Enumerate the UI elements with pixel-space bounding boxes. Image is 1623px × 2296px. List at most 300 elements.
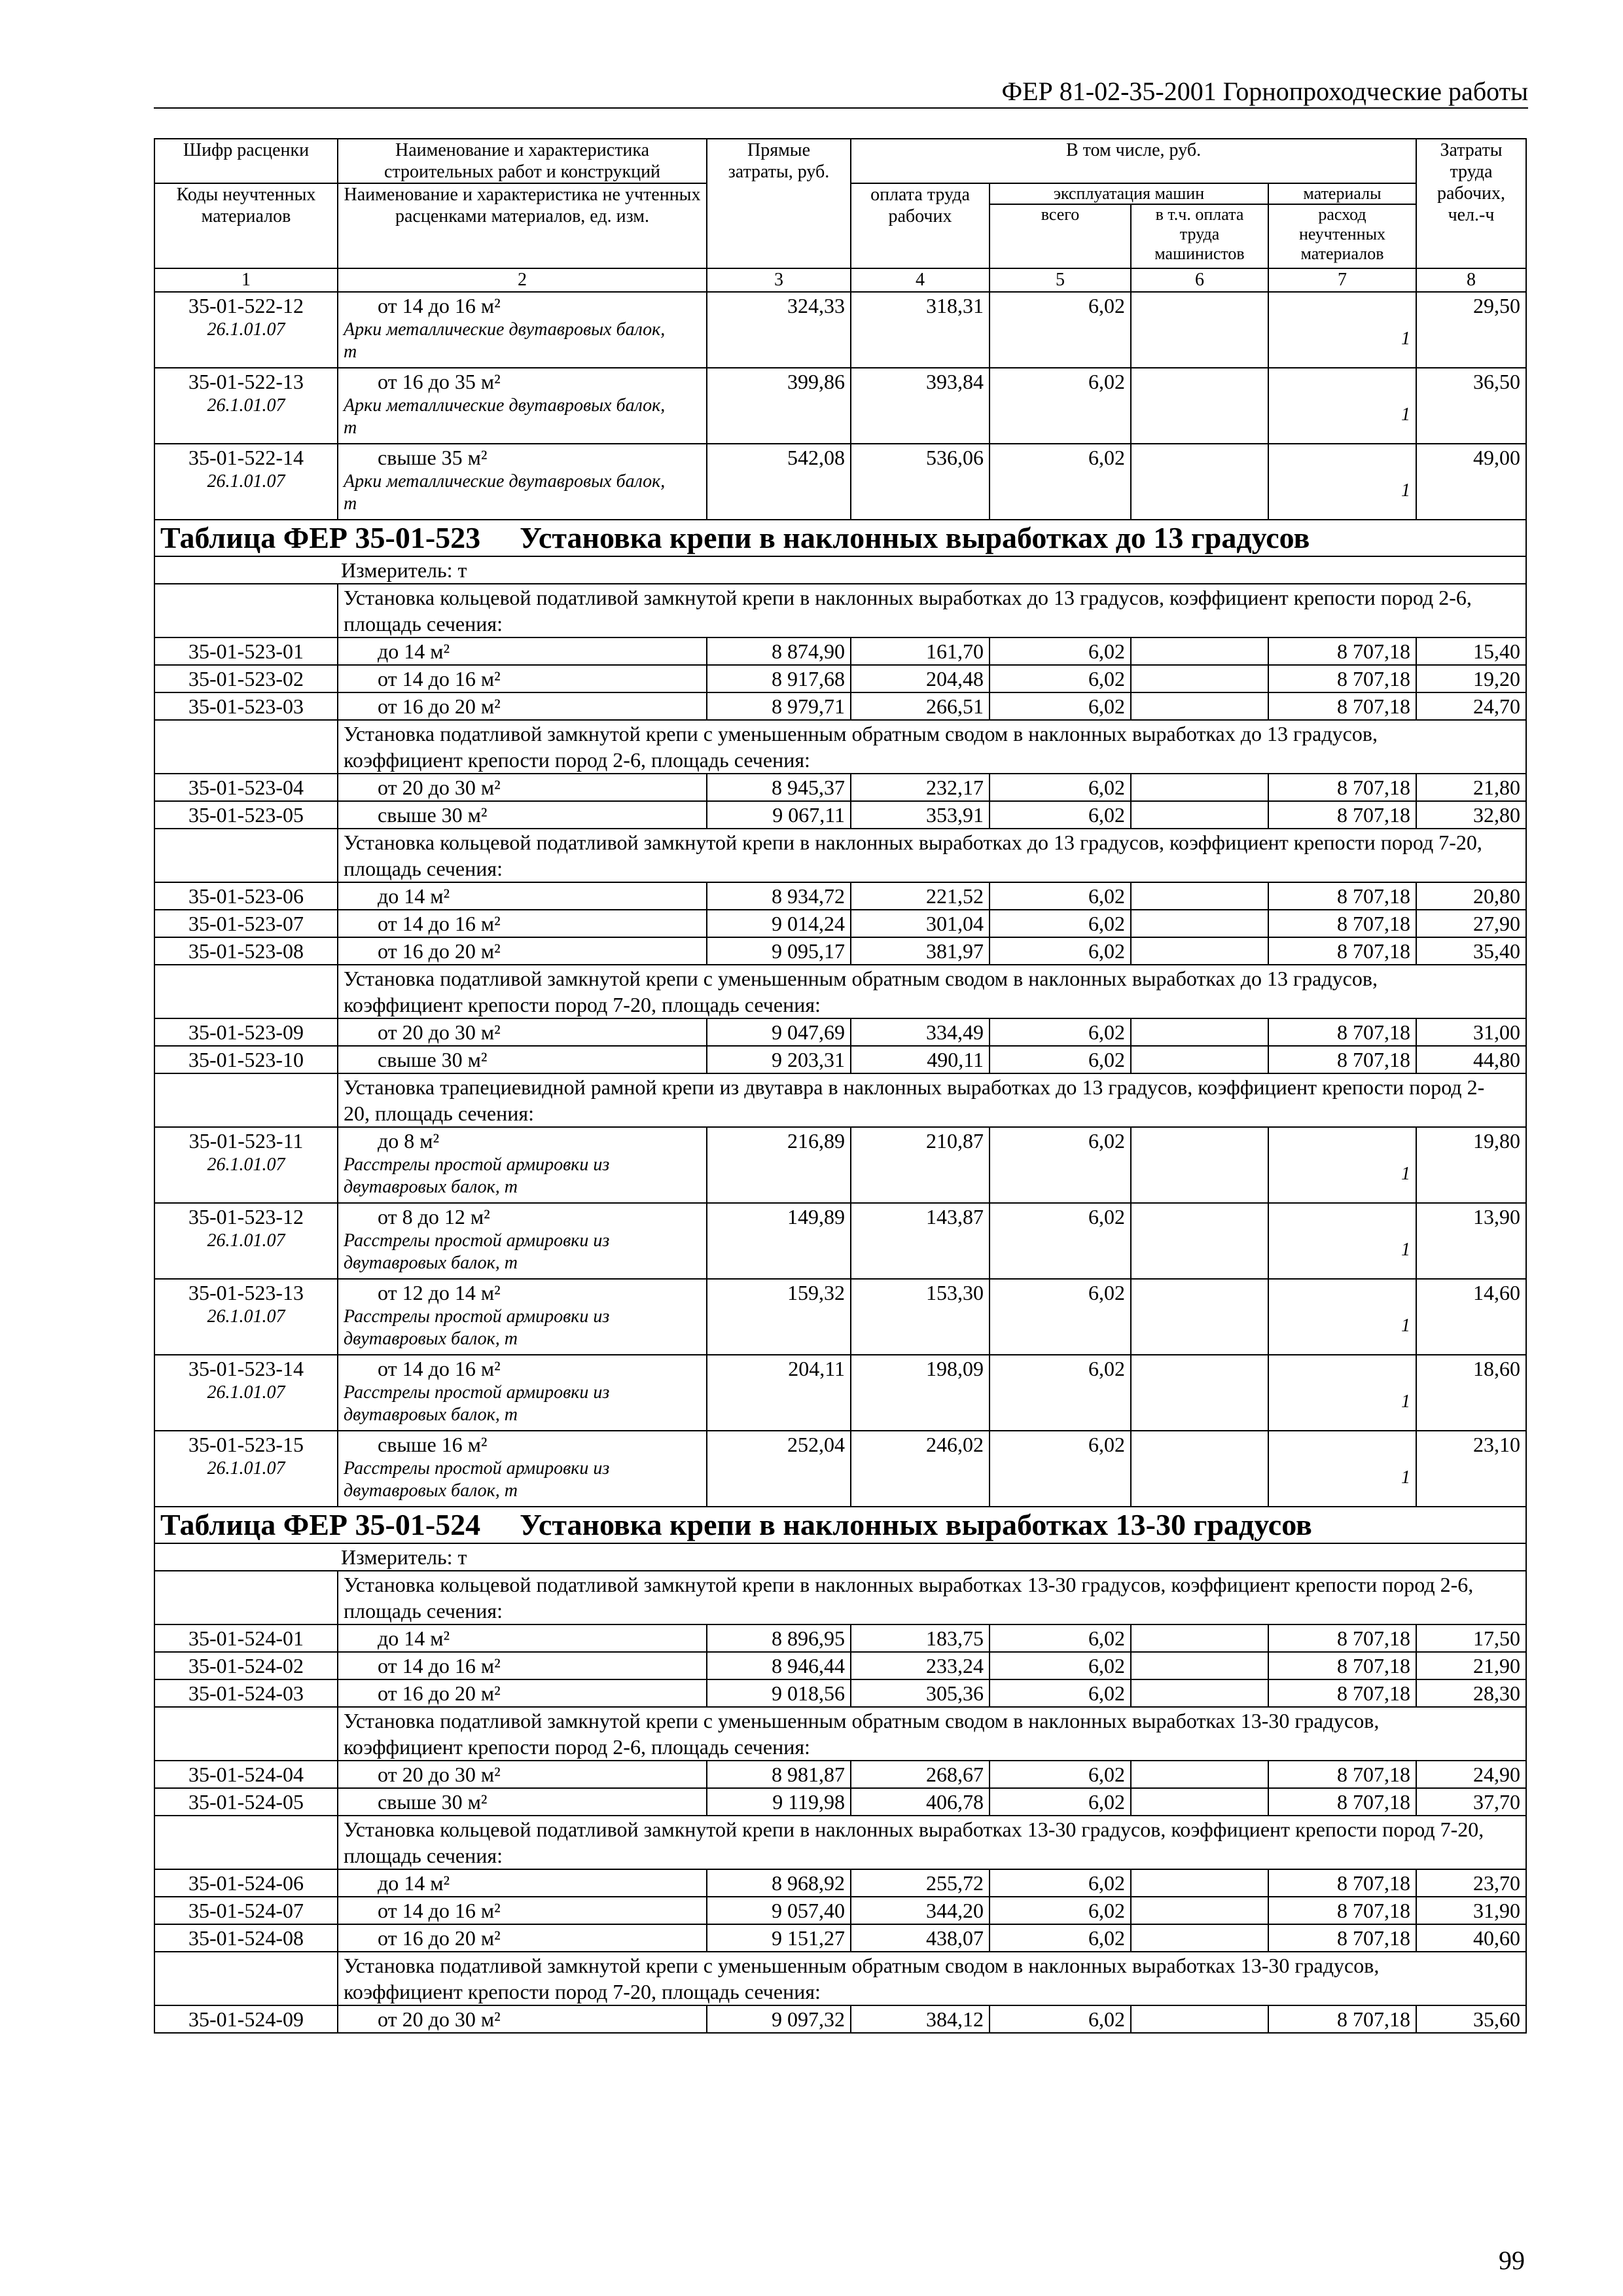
rate-code-cell	[154, 1355, 338, 1431]
material-cost: 8 707,18	[1268, 1679, 1416, 1707]
table-row	[154, 1018, 1526, 1046]
direct-cost: 9 151,27	[707, 1924, 851, 1952]
material-name: Арки металлические двутавровых балок, т	[344, 319, 666, 362]
rate-code: 35-01-523-11	[188, 1129, 304, 1153]
machinist-pay	[1131, 368, 1268, 444]
measure-unit: Измеритель: т	[154, 556, 1526, 584]
material-name: Арки металлические двутавровых балок, т	[344, 395, 666, 438]
group-description-row	[154, 1073, 1526, 1127]
group-description: Установка податливой замкнутой крепи с уменьшенным обратным сводом в наклонных выработках до 13 градусов, коэффициент крепости пород 7-20, площадь сечения:	[338, 965, 1526, 1018]
material-code: 26.1.01.07	[207, 1382, 285, 1403]
labor-pay: 143,87	[851, 1203, 990, 1279]
col-machines: эксплуатация машин	[990, 183, 1268, 204]
rate-code: 35-01-523-14	[188, 1357, 304, 1380]
table-row	[154, 1652, 1526, 1679]
material-code: 26.1.01.07	[207, 1458, 285, 1479]
header-row-1	[154, 139, 1526, 183]
labor-hours: 21,90	[1416, 1652, 1526, 1679]
machine-cost: 6,02	[990, 1897, 1131, 1924]
work-name-cell	[338, 444, 707, 520]
labor-pay: 204,48	[851, 665, 990, 692]
labor-pay: 384,12	[851, 2005, 990, 2033]
direct-cost: 8 917,68	[707, 665, 851, 692]
rate-code: 35-01-524-02	[154, 1652, 338, 1679]
group-description-row	[154, 1816, 1526, 1869]
material-qty: 1	[1401, 404, 1411, 425]
work-name: от 14 до 16 м²	[338, 1652, 707, 1679]
col-mach-total: всего	[990, 204, 1131, 268]
table-row	[154, 1761, 1526, 1788]
group-description-row	[154, 1571, 1526, 1624]
machinist-pay	[1131, 1127, 1268, 1203]
direct-cost: 252,04	[707, 1431, 851, 1507]
rate-code: 35-01-523-05	[154, 801, 338, 829]
rate-code: 35-01-523-10	[154, 1046, 338, 1073]
material-cost: 8 707,18	[1268, 801, 1416, 829]
material-cost: 8 707,18	[1268, 1652, 1416, 1679]
rate-code: 35-01-524-03	[154, 1679, 338, 1707]
table-row	[154, 1897, 1526, 1924]
machinist-pay	[1131, 1279, 1268, 1355]
rate-code-cell	[154, 1203, 338, 1279]
machinist-pay	[1131, 937, 1268, 965]
group-description: Установка кольцевой податливой замкнутой крепи в наклонных выработках до 13 градусов, коэффициент крепости пород 7-20, площадь сечения:	[338, 829, 1526, 882]
material-name: Расстрелы простой армировки из двутавровых балок, т	[344, 1155, 610, 1197]
col-name-top: Наименование и характеристика строительных работ и конструкций	[338, 139, 707, 183]
material-qty: 1	[1401, 1316, 1411, 1336]
labor-hours: 20,80	[1416, 882, 1526, 910]
col-name-bottom: Наименование и характеристика не учтенных расценками материалов, ед. изм.	[338, 183, 707, 268]
material-cost: 8 707,18	[1268, 1788, 1416, 1816]
labor-hours: 36,50	[1416, 368, 1526, 444]
group-description-row	[154, 965, 1526, 1018]
machine-cost: 6,02	[990, 1355, 1131, 1431]
col-num: 2	[338, 268, 707, 292]
rate-code: 35-01-524-01	[154, 1624, 338, 1652]
material-qty-cell	[1268, 1431, 1416, 1507]
direct-cost: 8 874,90	[707, 637, 851, 665]
labor-hours: 49,00	[1416, 444, 1526, 520]
work-name: от 16 до 20 м²	[338, 1924, 707, 1952]
material-qty: 1	[1401, 1164, 1411, 1184]
col-num: 7	[1268, 268, 1416, 292]
labor-hours: 28,30	[1416, 1679, 1526, 1707]
table-row	[154, 937, 1526, 965]
labor-hours: 23,10	[1416, 1431, 1526, 1507]
col-num: 3	[707, 268, 851, 292]
table-number: Таблица ФЕР 35-01-523	[160, 521, 481, 554]
machine-cost: 6,02	[990, 665, 1131, 692]
table-row	[154, 910, 1526, 937]
machinist-pay	[1131, 1431, 1268, 1507]
labor-hours: 37,70	[1416, 1788, 1526, 1816]
machine-cost: 6,02	[990, 1869, 1131, 1897]
rate-code-cell	[154, 368, 338, 444]
labor-hours: 35,40	[1416, 937, 1526, 965]
material-cost: 8 707,18	[1268, 774, 1416, 801]
table-row	[154, 368, 1526, 444]
material-code: 26.1.01.07	[207, 1155, 285, 1175]
rate-code: 35-01-522-13	[188, 370, 304, 393]
col-mat-consumption: расход неучтенных материалов	[1268, 204, 1416, 268]
material-cost: 8 707,18	[1268, 692, 1416, 720]
material-qty: 1	[1401, 1240, 1411, 1260]
group-description-row	[154, 1952, 1526, 2005]
work-name: от 20 до 30 м²	[338, 1018, 707, 1046]
material-cost: 8 707,18	[1268, 1046, 1416, 1073]
machinist-pay	[1131, 1924, 1268, 1952]
labor-pay: 183,75	[851, 1624, 990, 1652]
work-name-cell	[338, 1431, 707, 1507]
work-name: до 14 м²	[338, 1624, 707, 1652]
machine-cost: 6,02	[990, 292, 1131, 368]
document-title: ФЕР 81-02-35-2001 Горнопроходческие работы	[1001, 77, 1528, 106]
material-code: 26.1.01.07	[207, 319, 285, 340]
col-num: 6	[1131, 268, 1268, 292]
work-name: от 8 до 12 м²	[378, 1205, 490, 1229]
labor-hours: 14,60	[1416, 1279, 1526, 1355]
machinist-pay	[1131, 882, 1268, 910]
rate-code: 35-01-524-05	[154, 1788, 338, 1816]
table-row	[154, 1203, 1526, 1279]
rate-code: 35-01-523-02	[154, 665, 338, 692]
direct-cost: 9 057,40	[707, 1897, 851, 1924]
rate-code: 35-01-523-12	[188, 1205, 304, 1229]
direct-cost: 8 968,92	[707, 1869, 851, 1897]
material-cost: 8 707,18	[1268, 1761, 1416, 1788]
labor-hours: 40,60	[1416, 1924, 1526, 1952]
table-row	[154, 292, 1526, 368]
group-code-blank	[154, 1571, 338, 1624]
machine-cost: 6,02	[990, 801, 1131, 829]
labor-pay: 232,17	[851, 774, 990, 801]
group-code-blank	[154, 1707, 338, 1761]
machinist-pay	[1131, 910, 1268, 937]
col-num: 1	[154, 268, 338, 292]
rate-code: 35-01-524-06	[154, 1869, 338, 1897]
group-description-row	[154, 584, 1526, 637]
page-header	[154, 73, 1528, 109]
material-cost: 8 707,18	[1268, 2005, 1416, 2033]
table-row	[154, 2005, 1526, 2033]
rate-code: 35-01-523-13	[188, 1281, 304, 1304]
direct-cost: 9 095,17	[707, 937, 851, 965]
labor-hours: 18,60	[1416, 1355, 1526, 1431]
machinist-pay	[1131, 2005, 1268, 2033]
table-row	[154, 637, 1526, 665]
group-code-blank	[154, 1073, 338, 1127]
work-name-cell	[338, 1203, 707, 1279]
rate-code: 35-01-523-15	[188, 1433, 304, 1456]
machine-cost: 6,02	[990, 882, 1131, 910]
table-row	[154, 774, 1526, 801]
machine-cost: 6,02	[990, 1431, 1131, 1507]
material-code: 26.1.01.07	[207, 395, 285, 416]
labor-pay: 305,36	[851, 1679, 990, 1707]
machine-cost: 6,02	[990, 1788, 1131, 1816]
direct-cost: 216,89	[707, 1127, 851, 1203]
labor-pay: 536,06	[851, 444, 990, 520]
machine-cost: 6,02	[990, 774, 1131, 801]
labor-hours: 19,20	[1416, 665, 1526, 692]
direct-cost: 9 047,69	[707, 1018, 851, 1046]
machine-cost: 6,02	[990, 2005, 1131, 2033]
machine-cost: 6,02	[990, 444, 1131, 520]
machinist-pay	[1131, 1761, 1268, 1788]
material-qty: 1	[1401, 1467, 1411, 1488]
material-cost: 8 707,18	[1268, 1924, 1416, 1952]
machinist-pay	[1131, 1018, 1268, 1046]
machine-cost: 6,02	[990, 1046, 1131, 1073]
rate-code-cell	[154, 1279, 338, 1355]
labor-pay: 438,07	[851, 1924, 990, 1952]
labor-pay: 210,87	[851, 1127, 990, 1203]
work-name: от 14 до 16 м²	[338, 910, 707, 937]
machine-cost: 6,02	[990, 1018, 1131, 1046]
table-row	[154, 1355, 1526, 1431]
col-num: 4	[851, 268, 990, 292]
material-cost: 8 707,18	[1268, 882, 1416, 910]
table-title	[154, 1507, 1526, 1543]
machinist-pay	[1131, 1046, 1268, 1073]
direct-cost: 399,86	[707, 368, 851, 444]
material-code: 26.1.01.07	[207, 471, 285, 492]
measure-unit: Измеритель: т	[154, 1543, 1526, 1571]
work-name: свыше 35 м²	[378, 446, 488, 469]
machine-cost: 6,02	[990, 368, 1131, 444]
machine-cost: 6,02	[990, 692, 1131, 720]
work-name: от 14 до 16 м²	[378, 294, 501, 317]
machine-cost: 6,02	[990, 1679, 1131, 1707]
rate-code: 35-01-523-01	[154, 637, 338, 665]
direct-cost: 8 934,72	[707, 882, 851, 910]
material-qty-cell	[1268, 1355, 1416, 1431]
column-numbers-row	[154, 268, 1526, 292]
group-description-row	[154, 1707, 1526, 1761]
labor-hours: 31,90	[1416, 1897, 1526, 1924]
material-code: 26.1.01.07	[207, 1306, 285, 1327]
work-name-cell	[338, 1355, 707, 1431]
machine-cost: 6,02	[990, 637, 1131, 665]
machine-cost: 6,02	[990, 1279, 1131, 1355]
labor-pay: 246,02	[851, 1431, 990, 1507]
col-num: 8	[1416, 268, 1526, 292]
labor-hours: 19,80	[1416, 1127, 1526, 1203]
machine-cost: 6,02	[990, 1924, 1131, 1952]
group-description-row	[154, 720, 1526, 774]
labor-pay: 198,09	[851, 1355, 990, 1431]
group-description: Установка трапециевидной рамной крепи из двутавра в наклонных выработках до 13 градусов, коэффициент крепости пород 2-20, площадь сечения:	[338, 1073, 1526, 1127]
work-name-cell	[338, 292, 707, 368]
rate-code: 35-01-523-06	[154, 882, 338, 910]
material-name: Арки металлические двутавровых балок, т	[344, 471, 666, 514]
col-direct: Прямые затраты, руб.	[707, 139, 851, 268]
table-row	[154, 1924, 1526, 1952]
rate-code: 35-01-523-03	[154, 692, 338, 720]
labor-pay: 161,70	[851, 637, 990, 665]
group-description: Установка кольцевой податливой замкнутой крепи в наклонных выработках 13-30 градусов, коэффициент крепости пород 7-20, площадь сечения:	[338, 1816, 1526, 1869]
machine-cost: 6,02	[990, 1127, 1131, 1203]
rate-code: 35-01-523-04	[154, 774, 338, 801]
labor-pay: 318,31	[851, 292, 990, 368]
table-row	[154, 444, 1526, 520]
machine-cost: 6,02	[990, 1624, 1131, 1652]
machinist-pay	[1131, 665, 1268, 692]
col-code-bottom: Коды неучтенных материалов	[154, 183, 338, 268]
rate-code: 35-01-524-09	[154, 2005, 338, 2033]
table-row	[154, 882, 1526, 910]
table-row	[154, 1788, 1526, 1816]
material-cost: 8 707,18	[1268, 1018, 1416, 1046]
labor-pay: 233,24	[851, 1652, 990, 1679]
group-code-blank	[154, 720, 338, 774]
material-qty-cell	[1268, 292, 1416, 368]
labor-pay: 255,72	[851, 1869, 990, 1897]
work-name: от 12 до 14 м²	[378, 1281, 501, 1304]
rate-code-cell	[154, 444, 338, 520]
work-name: от 14 до 16 м²	[338, 1897, 707, 1924]
direct-cost: 9 018,56	[707, 1679, 851, 1707]
labor-hours: 21,80	[1416, 774, 1526, 801]
work-name: свыше 30 м²	[338, 1788, 707, 1816]
group-code-blank	[154, 965, 338, 1018]
material-qty-cell	[1268, 444, 1416, 520]
direct-cost: 542,08	[707, 444, 851, 520]
machinist-pay	[1131, 1203, 1268, 1279]
rate-code: 35-01-523-09	[154, 1018, 338, 1046]
machinist-pay	[1131, 637, 1268, 665]
col-labor-cost: Затраты труда рабочих, чел.-ч	[1416, 139, 1526, 268]
rate-code-cell	[154, 292, 338, 368]
machinist-pay	[1131, 1869, 1268, 1897]
direct-cost: 8 946,44	[707, 1652, 851, 1679]
machinist-pay	[1131, 1652, 1268, 1679]
material-qty: 1	[1401, 329, 1411, 349]
work-name: от 16 до 20 м²	[338, 1679, 707, 1707]
labor-pay: 393,84	[851, 368, 990, 444]
table-row	[154, 1127, 1526, 1203]
labor-hours: 13,90	[1416, 1203, 1526, 1279]
labor-hours: 24,70	[1416, 692, 1526, 720]
material-cost: 8 707,18	[1268, 665, 1416, 692]
rate-code: 35-01-524-08	[154, 1924, 338, 1952]
direct-cost: 8 981,87	[707, 1761, 851, 1788]
group-code-blank	[154, 1816, 338, 1869]
labor-hours: 35,60	[1416, 2005, 1526, 2033]
work-name-cell	[338, 368, 707, 444]
measure-row	[154, 1543, 1526, 1571]
table-row	[154, 801, 1526, 829]
labor-pay: 334,49	[851, 1018, 990, 1046]
machinist-pay	[1131, 1897, 1268, 1924]
machinist-pay	[1131, 1788, 1268, 1816]
group-description: Установка кольцевой податливой замкнутой крепи в наклонных выработках до 13 градусов, коэффициент крепости пород 2-6, площадь сечения:	[338, 584, 1526, 637]
work-name: до 14 м²	[338, 882, 707, 910]
group-description: Установка кольцевой податливой замкнутой крепи в наклонных выработках 13-30 градусов, коэффициент крепости пород 2-6, площадь сечения:	[338, 1571, 1526, 1624]
work-name: свыше 16 м²	[378, 1433, 488, 1456]
machinist-pay	[1131, 692, 1268, 720]
col-materials: материалы	[1268, 183, 1416, 204]
work-name: свыше 30 м²	[338, 801, 707, 829]
direct-cost: 9 014,24	[707, 910, 851, 937]
work-name: до 14 м²	[338, 1869, 707, 1897]
machine-cost: 6,02	[990, 1652, 1131, 1679]
table-row	[154, 1624, 1526, 1652]
material-cost: 8 707,18	[1268, 910, 1416, 937]
material-qty-cell	[1268, 1127, 1416, 1203]
work-name: от 14 до 16 м²	[378, 1357, 501, 1380]
material-code: 26.1.01.07	[207, 1230, 285, 1251]
group-description-row	[154, 829, 1526, 882]
rate-code-cell	[154, 1127, 338, 1203]
table-row	[154, 1279, 1526, 1355]
table-number: Таблица ФЕР 35-01-524	[160, 1508, 481, 1541]
table-subtitle: Установка крепи в наклонных выработках до 13 градусов	[520, 521, 1310, 554]
machine-cost: 6,02	[990, 937, 1131, 965]
direct-cost: 9 097,32	[707, 2005, 851, 2033]
material-cost: 8 707,18	[1268, 637, 1416, 665]
labor-hours: 44,80	[1416, 1046, 1526, 1073]
col-labor-pay: оплата труда рабочих	[851, 183, 990, 268]
col-mach-labor: в т.ч. оплата труда машинистов	[1131, 204, 1268, 268]
machinist-pay	[1131, 1679, 1268, 1707]
labor-hours: 32,80	[1416, 801, 1526, 829]
rate-code: 35-01-523-07	[154, 910, 338, 937]
col-num: 5	[990, 268, 1131, 292]
table-row	[154, 1679, 1526, 1707]
labor-pay: 353,91	[851, 801, 990, 829]
labor-pay: 153,30	[851, 1279, 990, 1355]
machinist-pay	[1131, 444, 1268, 520]
group-description: Установка податливой замкнутой крепи с уменьшенным обратным сводом в наклонных выработках до 13 градусов, коэффициент крепости пород 2-6, площадь сечения:	[338, 720, 1526, 774]
work-name: до 14 м²	[338, 637, 707, 665]
labor-pay: 344,20	[851, 1897, 990, 1924]
material-name: Расстрелы простой армировки из двутавровых балок, т	[344, 1306, 610, 1349]
material-qty-cell	[1268, 1279, 1416, 1355]
table-row	[154, 1046, 1526, 1073]
work-name: от 20 до 30 м²	[338, 774, 707, 801]
machine-cost: 6,02	[990, 910, 1131, 937]
col-code-top: Шифр расценки	[154, 139, 338, 183]
labor-hours: 31,00	[1416, 1018, 1526, 1046]
table-row	[154, 1869, 1526, 1897]
work-name: от 16 до 35 м²	[378, 370, 501, 393]
labor-pay: 490,11	[851, 1046, 990, 1073]
material-cost: 8 707,18	[1268, 1869, 1416, 1897]
work-name: от 16 до 20 м²	[338, 692, 707, 720]
direct-cost: 159,32	[707, 1279, 851, 1355]
direct-cost: 9 067,11	[707, 801, 851, 829]
material-qty-cell	[1268, 368, 1416, 444]
table-subtitle: Установка крепи в наклонных выработках 13-30 градусов	[520, 1508, 1312, 1541]
group-code-blank	[154, 1952, 338, 2005]
labor-hours: 24,90	[1416, 1761, 1526, 1788]
labor-pay: 221,52	[851, 882, 990, 910]
material-name: Расстрелы простой армировки из двутавровых балок, т	[344, 1382, 610, 1425]
direct-cost: 8 896,95	[707, 1624, 851, 1652]
machinist-pay	[1131, 292, 1268, 368]
work-name: от 16 до 20 м²	[338, 937, 707, 965]
material-name: Расстрелы простой армировки из двутавровых балок, т	[344, 1230, 610, 1273]
machinist-pay	[1131, 1624, 1268, 1652]
direct-cost: 9 119,98	[707, 1788, 851, 1816]
group-code-blank	[154, 829, 338, 882]
machinist-pay	[1131, 1355, 1268, 1431]
rate-code: 35-01-524-07	[154, 1897, 338, 1924]
rate-code: 35-01-522-12	[188, 294, 304, 317]
col-including: В том числе, руб.	[851, 139, 1416, 183]
machine-cost: 6,02	[990, 1203, 1131, 1279]
